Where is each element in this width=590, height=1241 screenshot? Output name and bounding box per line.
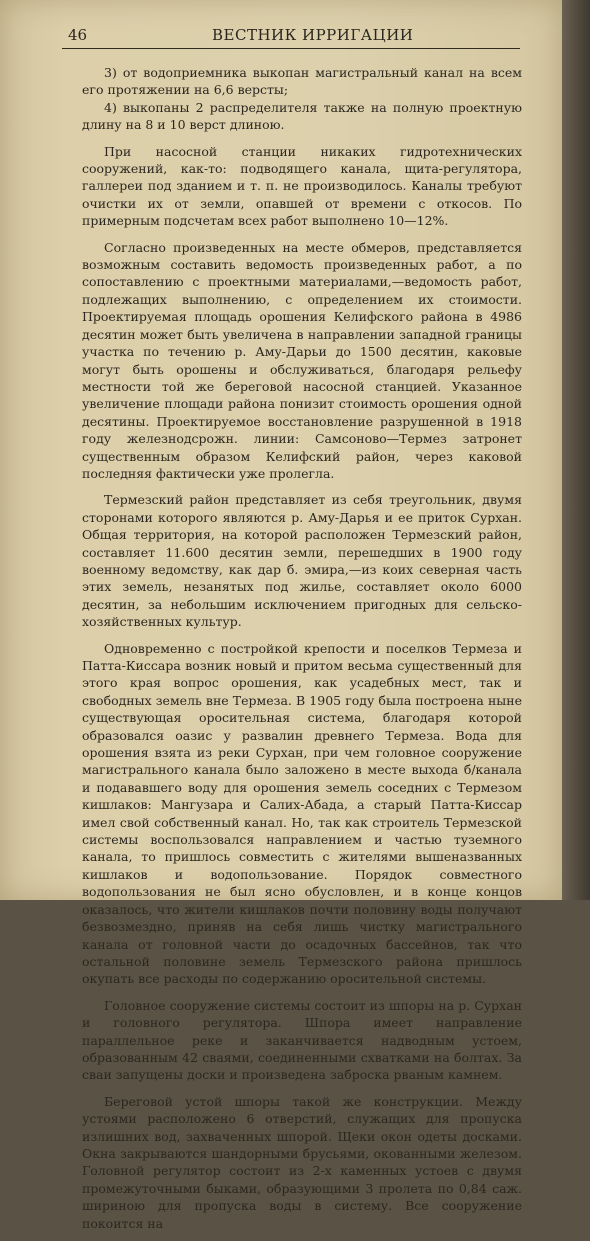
page-edge-shadow <box>562 0 590 900</box>
page-number: 46 <box>68 26 88 44</box>
article-body <box>82 64 522 1241</box>
paragraph-item-3: 3) от водоприемника выкопан магистральный канал на всем его протяжении на 6,6 версты; <box>82 65 522 98</box>
paragraph-termez-district: Термезский район представляет из себя треугольник, двумя сторонами которого являются р. Аму-Дарья и ее приток Сурхан. Общая территория, на которой расположен Термезский район, составляет 11.600 десятин земли, перешедших в 1900 году военному ведомству, как дар б. эмира,—из коих северная часть этих земель, незанятых под жилье, составляет около 6000 десятин, за небольшим исключением пригодных для сельско-хозяйственных культур. <box>82 492 522 630</box>
paragraph-measurements: Согласно произведенных на месте обмеров, представляется возможным составить ведомость произведенных работ, а по сопоставлению с проектными материалами,—ведомость работ, подлежащих выполнению, с определением их стоимости. Проектируемая площадь орошения Келифского района в 4986 десятин может быть увеличена в направлении западной границы участка по течению р. Аму-Дарьи до 1500 десятин, каковые могут быть орошены и обслуживаться, благодаря рельефу местности той же береговой насосной станцией. Указанное увеличение площади района понизит стоимость орошения одной десятины. Проектируемое восстановление разрушенной в 1918 году железнодсрожн. линии: Самсоново—Термез затронет существенным образом Келифский район, через каковой последняя фактически уже пролегла. <box>82 239 522 481</box>
running-title: ВЕСТНИК ИРРИГАЦИИ <box>212 26 414 44</box>
paragraph-irrigation-history: Одновременно с постройкой крепости и поселков Термеза и Патта-Киссара возник новый и притом весьма существенный для этого края вопрос орошения, как усадебных мест, так и свободных земель вне Термеза. В 1905 году была построена ныне существующая оросительная система, благодаря которой образовался оазис у развалин древнего Термеза. Вода для орошения взята из реки Сурхан, при чем головное сооружение магистрального канала было заложено в месте выхода б/канала и подававшего воду для орошения земель соседних с Термезом кишлаков: Мангузара и Салих-Абада, а старый Патта-Киссар имел свой собственный канал. Но, так как строитель Термезской системы воспользовался направлением и частью туземного канала, то пришлось совместить с жителями вышеназванных кишлаков и водопользование. Порядок совместного водопользования не был ясно обусловлен, и в конце концов оказалось, что жители кишлаков почти половину воды получают безвозмездно, приняв на себя лишь чистку магистрального канала от головной части до осадочных бассейнов, так что остальной половине земель Термезского района пришлось окупать все расходы по содержанию оросительной системы. <box>82 640 522 987</box>
page-header <box>62 22 520 49</box>
paragraph-bank-abutment: Береговой устой шпоры такой же конструкции. Между устоями расположено 6 отверстий, служащих для пропуска излишних вод, захваченных шпорой. Щеки окон одеты досками. Окна закрываются шандорными брусьями, окованными железом. Головной регулятор состоит из 2-х каменных устоев с двумя промежуточными быками, образующими 3 пролета по 0,84 саж. шириною для пропуска воды в систему. Все сооружение покоится на <box>82 1093 522 1231</box>
paragraph-head-structure: Головное сооружение системы состоит из шпоры на р. Сурхан и головного регулятора. Шпора имеет направление параллельное реке и заканчивается надводным устоем, образованным 42 сваями, соединенными схватками на болтах. За сваи запущены доски и произведена заброска рваным камнем. <box>82 997 522 1083</box>
paragraph-item-4: 4) выкопаны 2 распределителя также на полную проектную длину на 8 и 10 верст длиною. <box>82 99 522 133</box>
paragraph-pump-station: При насосной станции никаких гидротехнических сооружений, как-то: подводящего канала, щита-регулятора, галлереи под зданием и т. п. не производилось. Каналы требуют очистки их от земли, опавшей от времени с откосов. По примерным подсчетам всех работ выполнено 10—12%. <box>82 143 522 229</box>
